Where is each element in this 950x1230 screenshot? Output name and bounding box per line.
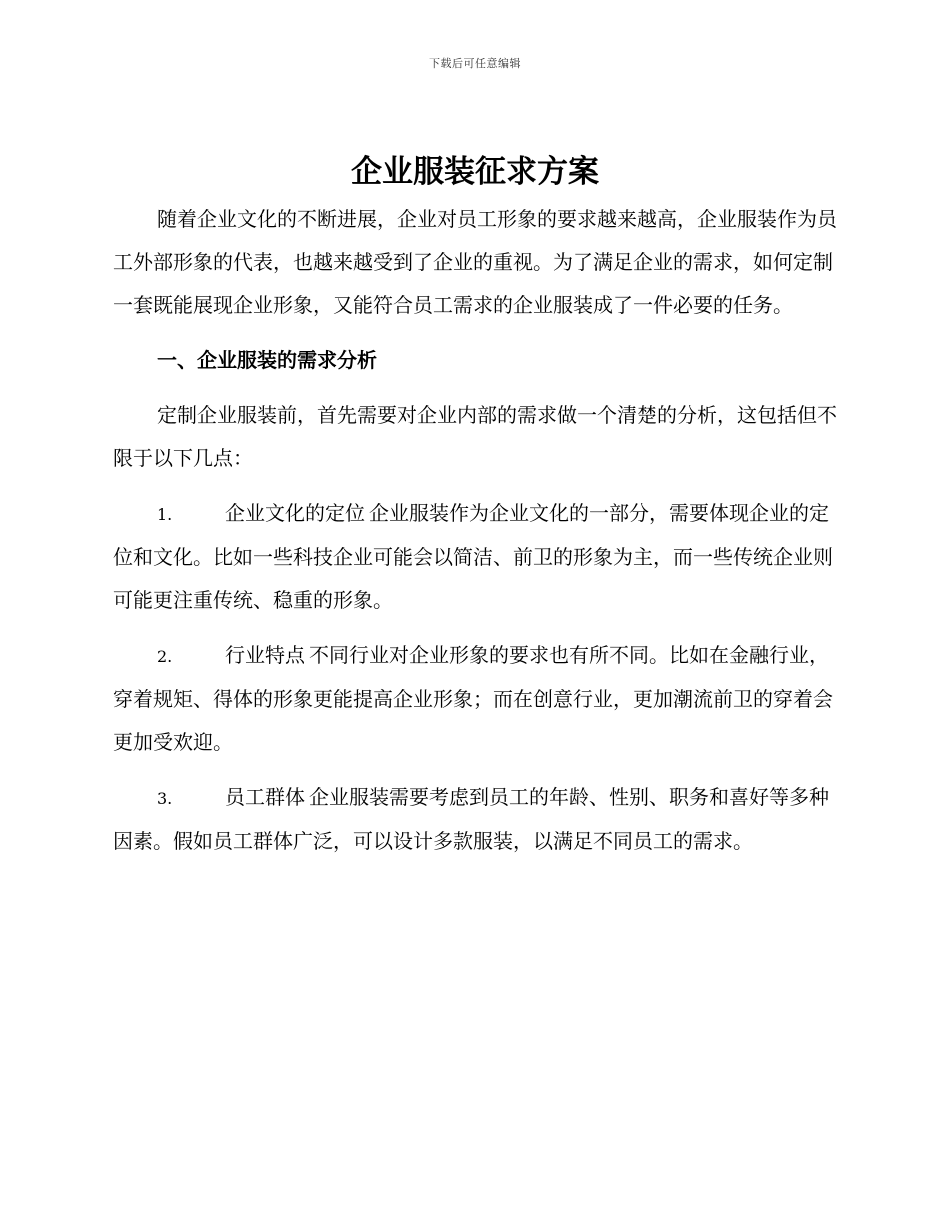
list-item [113,776,839,863]
section-lead-paragraph: 定制企业服装前，首先需要对企业内部的需求做一个清楚的分析，这包括但不限于以下几点： [113,403,837,470]
list-item-label: 员工群体 [225,785,305,809]
list-item-text: 企业服装作为企业文化的一部分，需要体现企业的定位和文化。比如一些科技企业可能会以简洁、前卫的形象为主，而一些传统企业则可能更注重传统、稳重的形象。 [113,501,833,612]
list-item-label: 行业特点 [225,643,305,667]
list-item-text: 不同行业对企业形象的要求也有所不同。比如在金融行业，穿着规矩、得体的形象更能提高企业形象；而在创意行业，更加潮流前卫的穿着会更加受欢迎。 [113,643,833,754]
document-title: 企业服装征求方案 [351,154,599,190]
intro-paragraph: 随着企业文化的不断进展，企业对员工形象的要求越来越高，企业服装作为员工外部形象的代表，也越来越受到了企业的重视。为了满足企业的需求，如何定制一套既能展现企业形象，又能符合员工需求的企业服装成了一件必要的任务。 [113,207,837,317]
list-item-number: 3. [157,789,173,808]
list-item-label: 企业文化的定位 [225,501,365,525]
list-item-number: 2. [157,647,173,666]
list-item [113,492,839,622]
section-heading: 一、企业服装的需求分析 [157,348,377,372]
list-item-number: 1. [157,505,173,524]
list-item-text: 企业服装需要考虑到员工的年龄、性别、职务和喜好等多种因素。假如员工群体广泛，可以设计多款服装，以满足不同员工的需求。 [113,785,829,853]
list-item [113,634,839,764]
document-body [113,198,839,875]
page-header-note: 下载后可任意编辑 [429,57,521,70]
